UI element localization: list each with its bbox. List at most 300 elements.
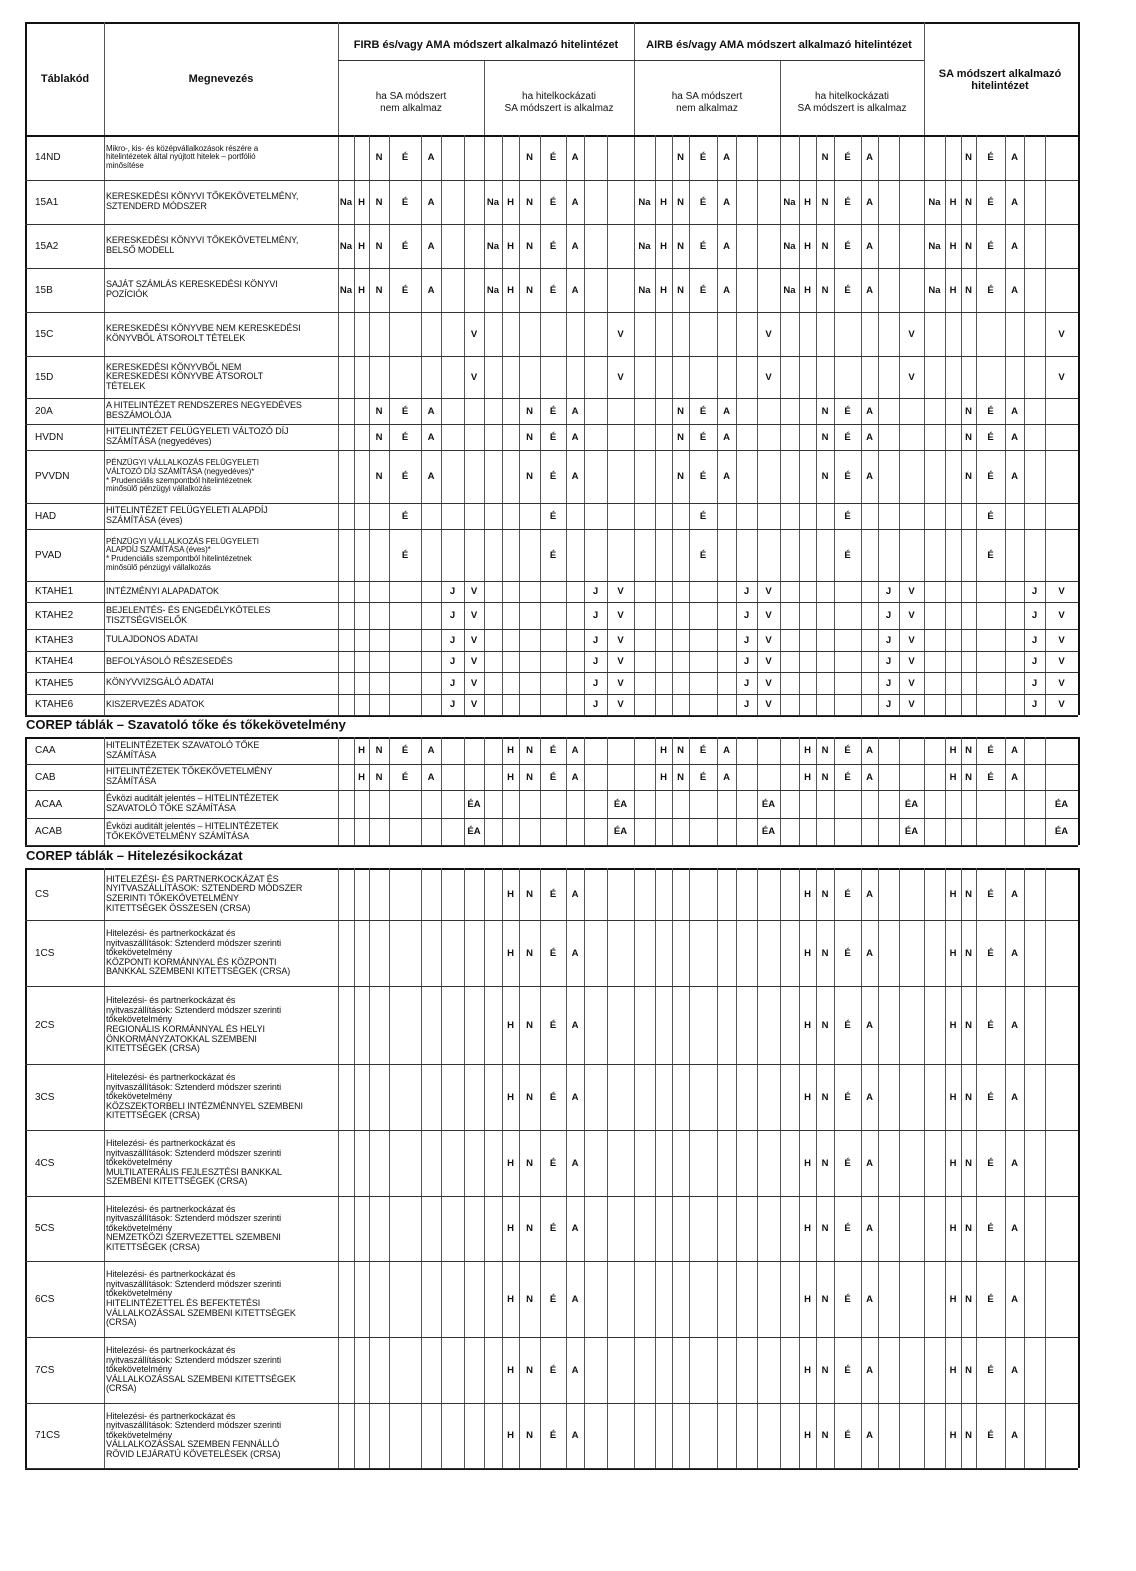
mark-cell: V bbox=[470, 371, 478, 383]
mark-cell: H bbox=[804, 1223, 811, 1234]
mark-cell: A bbox=[866, 240, 873, 252]
mark-cell: J bbox=[743, 610, 750, 621]
mark-cell: V bbox=[765, 371, 772, 383]
table-code-cell: PVAD bbox=[35, 549, 62, 561]
name-line: KERESKEDÉSI KÖNYVBE ÁTSOROLT bbox=[106, 371, 264, 382]
mark-cell: A bbox=[1011, 1430, 1018, 1441]
mark-cell: É bbox=[844, 1223, 851, 1234]
mark-cell: V bbox=[470, 328, 478, 340]
column-divider bbox=[484, 868, 485, 1468]
mark-cell: Na bbox=[928, 284, 941, 296]
name-line: * Prudenciális szempontból hitelintézetnek bbox=[106, 475, 252, 485]
mark-cell: É bbox=[401, 240, 409, 252]
mark-cell: Na bbox=[638, 240, 651, 252]
name-cell bbox=[106, 868, 337, 920]
name-cell bbox=[106, 1337, 337, 1403]
name-line: tőkekövetelmény bbox=[106, 1364, 173, 1375]
name-cell bbox=[106, 180, 337, 224]
name-line: KITETTSÉGEK (CRSA) bbox=[106, 1241, 200, 1252]
name-line: SZÁMÍTÁSA bbox=[106, 749, 157, 760]
table-code-cell: 4CS bbox=[35, 1157, 55, 1169]
mark-cell: H bbox=[949, 1430, 957, 1441]
mark-cell: É bbox=[987, 196, 994, 208]
name-cell bbox=[106, 424, 337, 450]
name-line: KITETTSÉGEK (CRSA) bbox=[106, 1110, 200, 1121]
mark-cell: A bbox=[1011, 1223, 1018, 1234]
mark-cell: É bbox=[699, 471, 707, 482]
mark-cell: J bbox=[743, 634, 750, 646]
mark-cell: A bbox=[571, 240, 579, 252]
mark-cell: É bbox=[699, 431, 707, 443]
mark-cell: N bbox=[526, 405, 533, 417]
name-line: Évközi auditált jelentés – HITELINTÉZETEK bbox=[106, 820, 279, 831]
mark-cell: V bbox=[1058, 634, 1065, 646]
name-line: * Prudenciális szempontból hitelintézetnek bbox=[106, 554, 252, 563]
mark-cell: A bbox=[571, 196, 579, 208]
mark-cell: V bbox=[617, 371, 624, 383]
name-cell bbox=[106, 224, 337, 268]
mark-cell: É bbox=[549, 405, 557, 417]
mark-cell: A bbox=[866, 1364, 873, 1376]
cell-divider bbox=[757, 868, 758, 1468]
mark-cell: N bbox=[821, 1430, 829, 1441]
mark-cell: H bbox=[949, 1157, 957, 1169]
mark-cell: A bbox=[866, 947, 873, 959]
name-line: BEFOLYÁSOLÓ RÉSZESEDÉS bbox=[106, 655, 233, 666]
mark-cell: Na bbox=[486, 284, 500, 296]
name-line: minősítése bbox=[106, 160, 144, 170]
table-code-cell: KTAHE2 bbox=[35, 610, 74, 621]
mark-cell: H bbox=[507, 745, 514, 756]
cell-divider bbox=[717, 868, 718, 1468]
name-line: BEJELENTÉS- ÉS ENGEDÉLYKÖTELES bbox=[106, 604, 271, 615]
mark-cell: J bbox=[592, 656, 599, 667]
name-line: Hitelezési- és partnerkockázat és bbox=[106, 1072, 236, 1083]
name-line: BELSŐ MODELL bbox=[106, 245, 175, 255]
mark-cell: V bbox=[765, 634, 772, 646]
mark-cell: N bbox=[526, 240, 533, 252]
mark-cell: Na bbox=[339, 240, 353, 252]
mark-cell: V bbox=[765, 656, 772, 667]
name-cell bbox=[106, 398, 337, 424]
name-line: BANKKAL SZEMBENI KITETTSÉGEK (CRSA) bbox=[106, 966, 291, 977]
mark-cell: A bbox=[571, 431, 579, 443]
cell-divider bbox=[1024, 737, 1025, 845]
column-divider bbox=[1078, 868, 1080, 1468]
name-line: Hitelezési- és partnerkockázat és bbox=[106, 1410, 236, 1421]
mark-cell: A bbox=[1011, 1293, 1018, 1305]
mark-cell: É bbox=[549, 196, 557, 208]
mark-cell: N bbox=[677, 152, 684, 163]
mark-cell: N bbox=[965, 240, 972, 252]
mark-cell: N bbox=[677, 405, 684, 417]
mark-cell: ÉA bbox=[761, 798, 776, 810]
mark-cell: É bbox=[401, 771, 409, 783]
name-cell bbox=[106, 764, 337, 790]
mark-cell: A bbox=[427, 196, 435, 208]
mark-cell: É bbox=[699, 196, 707, 208]
row-divider bbox=[25, 1468, 1078, 1469]
mark-cell: H bbox=[507, 284, 514, 296]
mark-cell: É bbox=[699, 745, 707, 756]
mark-cell: É bbox=[987, 1430, 994, 1441]
mark-cell: V bbox=[908, 656, 915, 667]
mark-cell: Na bbox=[783, 196, 796, 208]
name-cell bbox=[106, 602, 337, 629]
name-line: ALAPDÍJ SZÁMÍTÁSA (éves)* bbox=[106, 545, 211, 555]
mark-cell: N bbox=[821, 1293, 829, 1305]
mark-cell: É bbox=[844, 1430, 851, 1441]
name-cell bbox=[106, 1403, 337, 1468]
table-code-cell: HVDN bbox=[35, 431, 64, 443]
cell-divider bbox=[354, 868, 355, 1468]
mark-cell: ÉA bbox=[467, 826, 481, 837]
mark-cell: A bbox=[723, 196, 730, 208]
name-line: TÉTELEK bbox=[106, 380, 146, 391]
mark-cell: É bbox=[549, 1364, 557, 1376]
mark-cell: N bbox=[821, 240, 829, 252]
mark-cell: A bbox=[427, 405, 435, 417]
mark-cell: H bbox=[949, 1364, 957, 1376]
mark-cell: A bbox=[571, 1430, 579, 1441]
mark-cell: H bbox=[804, 771, 811, 783]
mark-cell: H bbox=[804, 284, 811, 296]
mark-cell: N bbox=[965, 1293, 972, 1305]
name-line: PÉNZÜGYI VÁLLALKOZÁS FELÜGYELETI bbox=[106, 458, 259, 468]
mark-cell: J bbox=[1031, 634, 1038, 646]
column-divider bbox=[25, 868, 27, 1468]
mark-cell: A bbox=[723, 240, 730, 252]
column-divider bbox=[25, 737, 27, 845]
mark-cell: N bbox=[526, 947, 533, 959]
mark-cell: Na bbox=[783, 284, 796, 296]
mark-cell: É bbox=[549, 1223, 557, 1234]
mark-cell: H bbox=[804, 947, 811, 959]
mark-cell: É bbox=[549, 947, 557, 959]
name-cell bbox=[106, 920, 337, 986]
mark-cell: É bbox=[844, 771, 851, 783]
mark-cell: N bbox=[677, 196, 684, 208]
mark-cell: H bbox=[949, 1223, 957, 1234]
mark-cell: H bbox=[949, 888, 957, 900]
mark-cell: A bbox=[571, 745, 579, 756]
mark-cell: É bbox=[987, 1019, 994, 1031]
name-line: tőkekövetelmény bbox=[106, 1157, 173, 1168]
mark-cell: A bbox=[866, 771, 873, 783]
mark-cell: A bbox=[866, 1293, 873, 1305]
mark-cell: N bbox=[375, 745, 383, 756]
mark-cell: A bbox=[866, 196, 873, 208]
mark-cell: A bbox=[427, 471, 435, 482]
name-line: SZÁMÍTÁSA (negyedéves) bbox=[106, 436, 212, 446]
mark-cell: A bbox=[571, 405, 579, 417]
mark-cell: A bbox=[1011, 1364, 1018, 1376]
mark-cell: V bbox=[470, 634, 478, 646]
header-airb-sa-line1: ha hitelkockázati bbox=[815, 91, 889, 102]
mark-cell: É bbox=[987, 1293, 994, 1305]
mark-cell: N bbox=[677, 431, 684, 443]
mark-cell: É bbox=[844, 745, 851, 756]
mark-cell: A bbox=[723, 152, 730, 163]
mark-cell: Na bbox=[486, 240, 500, 252]
name-cell bbox=[106, 986, 337, 1064]
name-line: tőkekövetelmény bbox=[106, 1014, 173, 1025]
mark-cell: A bbox=[1011, 471, 1018, 482]
mark-cell: É bbox=[844, 471, 851, 482]
mark-cell: É bbox=[987, 1364, 994, 1376]
name-cell bbox=[106, 529, 337, 581]
header-airb-sa bbox=[780, 86, 924, 120]
name-line: REGIONÁLIS KORMÁNNYAL ÉS HELYI bbox=[106, 1024, 265, 1034]
mark-cell: H bbox=[507, 771, 514, 783]
mark-cell: É bbox=[987, 549, 994, 561]
mark-cell: A bbox=[427, 284, 435, 296]
mark-cell: É bbox=[549, 1091, 557, 1103]
mark-cell: A bbox=[1011, 745, 1018, 756]
mark-cell: É bbox=[844, 947, 851, 959]
column-divider bbox=[1078, 737, 1080, 845]
mark-cell: V bbox=[765, 699, 772, 710]
mark-cell: A bbox=[866, 1091, 873, 1103]
mark-cell: ÉA bbox=[613, 798, 628, 810]
mark-cell: A bbox=[427, 152, 435, 163]
mark-cell: J bbox=[592, 586, 599, 597]
mark-cell: É bbox=[401, 196, 409, 208]
name-line: hitelintézetek által nyújtott hitelek – portfólió bbox=[106, 152, 256, 162]
mark-cell: ÉA bbox=[1054, 798, 1069, 810]
mark-cell: É bbox=[401, 510, 409, 522]
mark-cell: É bbox=[549, 471, 557, 482]
mark-cell: ÉA bbox=[761, 826, 776, 837]
mark-cell: H bbox=[507, 240, 514, 252]
table-code-cell: KTAHE1 bbox=[35, 586, 74, 597]
name-line: KERESKEDÉSI KÖNYVBŐL NEM bbox=[106, 361, 242, 372]
header-firb-not-sa-line1: ha SA módszert bbox=[375, 91, 447, 102]
section-title-capital: COREP táblák – Szavatoló tőke és tőkekövetelmény bbox=[26, 717, 346, 732]
mark-cell: N bbox=[375, 240, 383, 252]
mark-cell: N bbox=[965, 1364, 972, 1376]
mark-cell: É bbox=[549, 1019, 557, 1031]
mark-cell: N bbox=[965, 1430, 972, 1441]
name-line: KÖNYVVIZSGÁLÓ ADATAI bbox=[106, 677, 214, 688]
name-cell bbox=[106, 672, 337, 694]
mark-cell: J bbox=[592, 699, 599, 710]
mark-cell: N bbox=[821, 745, 829, 756]
mark-cell: N bbox=[375, 471, 383, 482]
mark-cell: N bbox=[375, 152, 383, 163]
mark-cell: N bbox=[821, 888, 829, 900]
cell-divider bbox=[584, 737, 585, 845]
mark-cell: H bbox=[507, 947, 514, 959]
column-divider bbox=[338, 22, 339, 715]
mark-cell: A bbox=[866, 471, 873, 482]
mark-cell: N bbox=[526, 1019, 533, 1031]
cell-divider bbox=[607, 868, 608, 1468]
mark-cell: É bbox=[844, 240, 851, 252]
mark-cell: V bbox=[617, 328, 624, 340]
name-line: POZÍCIÓK bbox=[106, 289, 149, 299]
mark-cell: H bbox=[507, 1364, 514, 1376]
table-code-cell: 15D bbox=[35, 371, 54, 383]
mark-cell: H bbox=[949, 745, 957, 756]
mark-cell: J bbox=[449, 656, 456, 667]
cell-divider bbox=[441, 868, 442, 1468]
mark-cell: A bbox=[1011, 196, 1018, 208]
mark-cell: N bbox=[677, 284, 684, 296]
mark-cell: É bbox=[844, 1019, 851, 1031]
mark-cell: É bbox=[844, 196, 851, 208]
mark-cell: É bbox=[699, 510, 707, 522]
mark-cell: H bbox=[949, 284, 957, 296]
mark-cell: A bbox=[571, 1019, 579, 1031]
name-line: Hitelezési- és partnerkockázat és bbox=[106, 1203, 236, 1214]
table-code-cell: 15B bbox=[35, 284, 53, 296]
mark-cell: J bbox=[743, 586, 750, 597]
mark-cell: A bbox=[1011, 1091, 1018, 1103]
name-line: Hitelezési- és partnerkockázat és bbox=[106, 1138, 236, 1149]
column-divider bbox=[924, 868, 925, 1468]
mark-cell: É bbox=[987, 1157, 994, 1169]
mark-cell: N bbox=[526, 431, 533, 443]
mark-cell: N bbox=[526, 284, 533, 296]
mark-cell: H bbox=[358, 196, 365, 208]
mark-cell: H bbox=[804, 745, 811, 756]
cell-divider bbox=[899, 868, 900, 1468]
mark-cell: É bbox=[699, 405, 707, 417]
mark-cell: N bbox=[965, 284, 972, 296]
mark-cell: É bbox=[549, 771, 557, 783]
mark-cell: J bbox=[449, 634, 456, 646]
mark-cell: H bbox=[507, 1091, 514, 1103]
column-divider bbox=[484, 737, 485, 845]
mark-cell: N bbox=[821, 1091, 829, 1103]
name-line: nyitvaszállítások: Sztenderd módszer szerinti bbox=[106, 1081, 282, 1092]
column-divider bbox=[104, 737, 105, 845]
header-airb-not-sa bbox=[634, 86, 780, 120]
column-divider bbox=[25, 22, 27, 715]
mark-cell: V bbox=[1058, 677, 1065, 689]
mark-cell: ÉA bbox=[904, 798, 919, 810]
cell-divider bbox=[655, 868, 656, 1468]
name-line: NYITVASZÁLLÍTÁSOK: SZTENDERD MÓDSZER bbox=[106, 883, 303, 894]
mark-cell: A bbox=[571, 471, 579, 482]
header-firb-group: FIRB és/vagy AMA módszert alkalmazó hitelintézet bbox=[353, 39, 619, 51]
mark-cell: É bbox=[844, 510, 851, 522]
mark-cell: A bbox=[866, 431, 873, 443]
mark-cell: N bbox=[526, 1364, 533, 1376]
header-airb-sa-line2: SA módszert is alkalmaz bbox=[797, 103, 907, 114]
mark-cell: N bbox=[965, 1157, 972, 1169]
mark-cell: É bbox=[987, 240, 994, 252]
mark-cell: Na bbox=[339, 284, 353, 296]
mark-cell: V bbox=[765, 328, 772, 340]
name-cell bbox=[106, 694, 337, 715]
cell-divider bbox=[672, 868, 673, 1468]
mark-cell: H bbox=[358, 745, 365, 756]
name-line: tőkekövetelmény bbox=[106, 947, 173, 958]
mark-cell: V bbox=[470, 656, 478, 667]
mark-cell: É bbox=[987, 1091, 994, 1103]
name-line: Hitelezési- és partnerkockázat és bbox=[106, 995, 236, 1006]
name-line: Hitelezési- és partnerkockázat és bbox=[106, 928, 236, 939]
mark-cell: Na bbox=[928, 196, 941, 208]
mark-cell: É bbox=[844, 549, 851, 561]
header-table-code: Táblakód bbox=[40, 73, 90, 85]
mark-cell: ÉA bbox=[1054, 826, 1069, 837]
mark-cell: N bbox=[821, 947, 829, 959]
mark-cell: N bbox=[965, 1019, 972, 1031]
name-line: nyitvaszállítások: Sztenderd módszer szerinti bbox=[106, 1004, 282, 1015]
mark-cell: H bbox=[507, 1430, 514, 1441]
mark-cell: A bbox=[427, 771, 435, 783]
name-cell bbox=[106, 737, 337, 764]
mark-cell: É bbox=[844, 888, 851, 900]
mark-cell: V bbox=[470, 610, 478, 621]
mark-cell: H bbox=[507, 1157, 514, 1169]
name-line: VÁLLALKOZÁSSAL SZEMBENI KITETTSÉGEK bbox=[106, 1307, 296, 1318]
mark-cell: V bbox=[908, 371, 915, 383]
column-divider bbox=[780, 868, 781, 1468]
mark-cell: A bbox=[1011, 431, 1018, 443]
mark-cell: V bbox=[765, 610, 772, 621]
cell-divider bbox=[878, 737, 879, 845]
name-line: BESZÁMOLÓJA bbox=[106, 410, 172, 420]
mark-cell: É bbox=[699, 284, 707, 296]
mark-cell: É bbox=[549, 152, 557, 163]
mark-cell: H bbox=[949, 1091, 957, 1103]
table-code-cell: KTAHE6 bbox=[35, 699, 74, 710]
cell-divider bbox=[584, 868, 585, 1468]
mark-cell: É bbox=[844, 1293, 851, 1305]
mark-cell: A bbox=[866, 284, 873, 296]
mark-cell: A bbox=[723, 284, 730, 296]
mark-cell: V bbox=[908, 677, 915, 689]
mark-cell: N bbox=[821, 152, 829, 163]
mark-cell: Na bbox=[638, 196, 651, 208]
mark-cell: V bbox=[908, 634, 915, 646]
name-line: KÖZPONTI KORMÁNNYAL ÉS KÖZPONTI bbox=[106, 956, 277, 967]
table-code-cell: KTAHE4 bbox=[35, 656, 74, 667]
name-line: HITELINTÉZETEK TŐKEKÖVETELMÉNY bbox=[106, 766, 273, 777]
mark-cell: É bbox=[987, 510, 994, 522]
mark-cell: V bbox=[908, 699, 915, 710]
mark-cell: H bbox=[949, 240, 957, 252]
mark-cell: A bbox=[866, 888, 873, 900]
name-line: Mikro-, kis- és középvállalkozások részére a bbox=[106, 143, 259, 153]
name-line: VÁLLALKOZÁSSAL SZEMBEN FENNÁLLÓ bbox=[106, 1439, 280, 1450]
mark-cell: V bbox=[617, 586, 624, 597]
mark-cell: A bbox=[723, 771, 730, 783]
mark-cell: H bbox=[804, 1293, 811, 1305]
table-code-cell: 15A2 bbox=[35, 240, 59, 252]
mark-cell: V bbox=[1058, 371, 1065, 383]
name-line: nyitvaszállítások: Sztenderd módszer szerinti bbox=[106, 1278, 282, 1289]
column-divider bbox=[338, 737, 339, 845]
mark-cell: H bbox=[804, 1157, 811, 1169]
mark-cell: N bbox=[965, 947, 972, 959]
name-cell bbox=[106, 268, 337, 312]
header-firb-sa-line1: ha hitelkockázati bbox=[522, 91, 596, 102]
mark-cell: N bbox=[526, 888, 533, 900]
mark-cell: A bbox=[571, 284, 579, 296]
mark-cell: A bbox=[571, 947, 579, 959]
table-code-cell: 5CS bbox=[35, 1223, 55, 1234]
name-line: SZEMBENI KITETTSÉGEK (CRSA) bbox=[106, 1176, 248, 1187]
mark-cell: H bbox=[507, 196, 514, 208]
mark-cell: J bbox=[1031, 586, 1038, 597]
mark-cell: A bbox=[866, 1157, 873, 1169]
mark-cell: N bbox=[821, 431, 829, 443]
